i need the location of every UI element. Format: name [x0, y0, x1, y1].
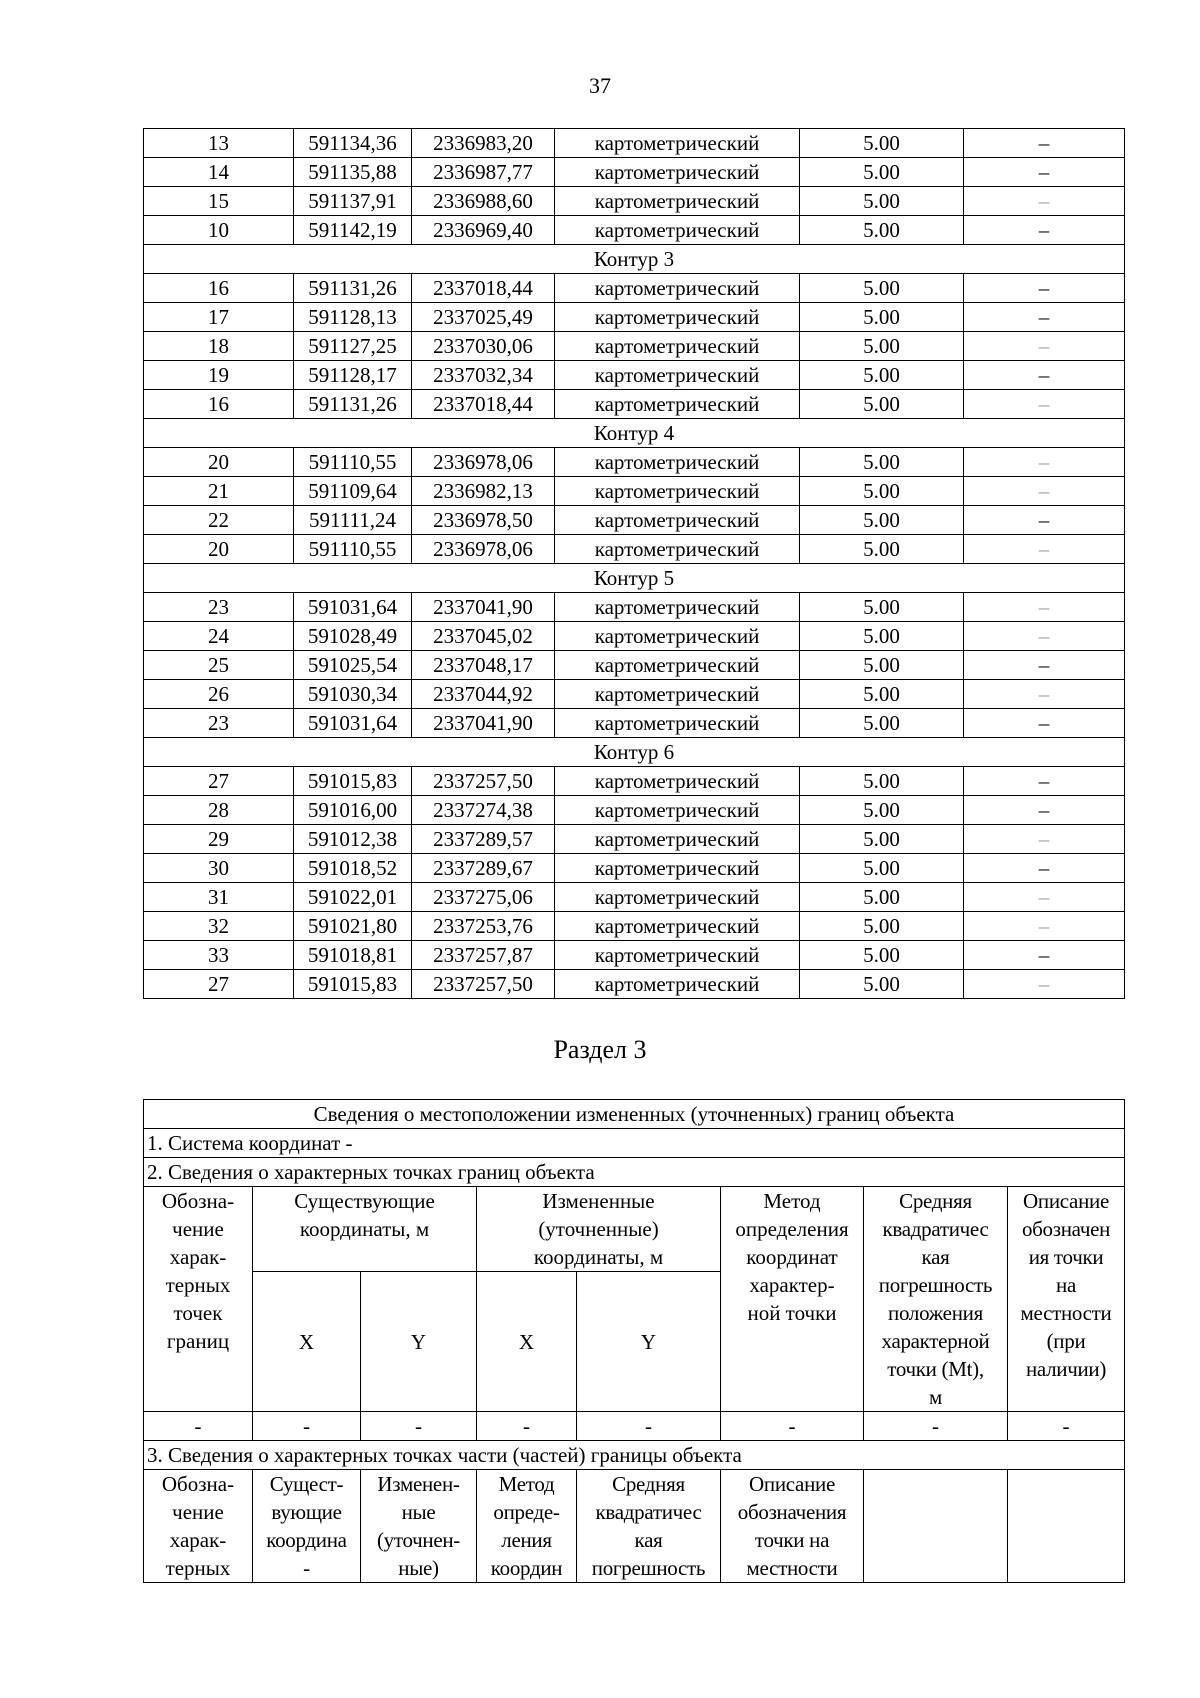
table-row [144, 593, 1125, 622]
x-coordinate-cell: 591110,55 [294, 535, 412, 564]
description-cell: – [964, 680, 1125, 709]
accuracy-cell: 5.00 [800, 854, 964, 883]
contour-row [144, 738, 1125, 767]
header-existing-coords: Существующие координаты, м [253, 1187, 477, 1272]
method-cell: картометрический [555, 941, 800, 970]
accuracy-cell: 5.00 [800, 535, 964, 564]
table-row [144, 129, 1125, 158]
table-row [144, 477, 1125, 506]
table-row [144, 158, 1125, 187]
x-coordinate-cell: 591134,36 [294, 129, 412, 158]
x-coordinate-cell: 591021,80 [294, 912, 412, 941]
accuracy-cell: 5.00 [800, 506, 964, 535]
point-number-cell: 19 [144, 361, 294, 390]
point-number-cell: 28 [144, 796, 294, 825]
header2-designation: Обозна- чение харак- терных [144, 1470, 253, 1583]
method-cell: картометрический [555, 883, 800, 912]
table-row [144, 651, 1125, 680]
point-number-cell: 10 [144, 216, 294, 245]
contour-row [144, 419, 1125, 448]
description-cell: – [964, 883, 1125, 912]
point-number-cell: 16 [144, 274, 294, 303]
empty-cell: - [253, 1412, 361, 1441]
empty-cell: - [361, 1412, 477, 1441]
table-row [144, 825, 1125, 854]
table-row [144, 274, 1125, 303]
x-coordinate-cell: 591128,13 [294, 303, 412, 332]
header-changed-x: X [477, 1272, 577, 1412]
accuracy-cell: 5.00 [800, 825, 964, 854]
method-cell: картометрический [555, 767, 800, 796]
description-cell: – [964, 390, 1125, 419]
empty-cell: - [144, 1412, 253, 1441]
accuracy-cell: 5.00 [800, 216, 964, 245]
description-cell: – [964, 651, 1125, 680]
table-row [144, 332, 1125, 361]
empty-cell: - [864, 1412, 1008, 1441]
description-cell: – [964, 303, 1125, 332]
description-cell: – [964, 912, 1125, 941]
x-coordinate-cell: 591031,64 [294, 593, 412, 622]
coordinate-system-line: 1. Система координат - [144, 1129, 1125, 1158]
x-coordinate-cell: 591131,26 [294, 390, 412, 419]
point-number-cell: 26 [144, 680, 294, 709]
method-cell: картометрический [555, 216, 800, 245]
point-number-cell: 27 [144, 970, 294, 999]
contour-row [144, 564, 1125, 593]
x-coordinate-cell: 591012,38 [294, 825, 412, 854]
method-cell: картометрический [555, 158, 800, 187]
point-number-cell: 24 [144, 622, 294, 651]
y-coordinate-cell: 2337032,34 [412, 361, 555, 390]
header2-method: Метод опреде- ления координ [477, 1470, 577, 1583]
x-coordinate-cell: 591018,81 [294, 941, 412, 970]
point-number-cell: 33 [144, 941, 294, 970]
x-coordinate-cell: 591016,00 [294, 796, 412, 825]
accuracy-cell: 5.00 [800, 129, 964, 158]
table-row [144, 506, 1125, 535]
description-cell: – [964, 767, 1125, 796]
x-coordinate-cell: 591030,34 [294, 680, 412, 709]
method-cell: картометрический [555, 448, 800, 477]
table-row [144, 390, 1125, 419]
table-title: Сведения о местоположении измененных (уточненных) границ объекта [144, 1100, 1125, 1129]
contour-label: Контур 3 [144, 245, 1125, 274]
method-cell: картометрический [555, 709, 800, 738]
description-cell: – [964, 825, 1125, 854]
point-number-cell: 20 [144, 448, 294, 477]
y-coordinate-cell: 2336978,50 [412, 506, 555, 535]
accuracy-cell: 5.00 [800, 883, 964, 912]
y-coordinate-cell: 2336982,13 [412, 477, 555, 506]
description-cell: – [964, 477, 1125, 506]
table-row [144, 680, 1125, 709]
description-cell: – [964, 506, 1125, 535]
contour-label: Контур 6 [144, 738, 1125, 767]
y-coordinate-cell: 2337030,06 [412, 332, 555, 361]
description-cell: – [964, 361, 1125, 390]
header-changed-y: Y [577, 1272, 721, 1412]
method-cell: картометрический [555, 187, 800, 216]
y-coordinate-cell: 2337275,06 [412, 883, 555, 912]
method-cell: картометрический [555, 303, 800, 332]
method-cell: картометрический [555, 912, 800, 941]
method-cell: картометрический [555, 680, 800, 709]
table-row [144, 796, 1125, 825]
point-number-cell: 20 [144, 535, 294, 564]
point-number-cell: 13 [144, 129, 294, 158]
header-changed-coords: Измененные (уточненные) координаты, м [477, 1187, 721, 1272]
header2-empty [1008, 1470, 1125, 1583]
point-number-cell: 14 [144, 158, 294, 187]
accuracy-cell: 5.00 [800, 448, 964, 477]
method-cell: картометрический [555, 970, 800, 999]
x-coordinate-cell: 591109,64 [294, 477, 412, 506]
method-cell: картометрический [555, 129, 800, 158]
x-coordinate-cell: 591137,91 [294, 187, 412, 216]
point-number-cell: 15 [144, 187, 294, 216]
y-coordinate-cell: 2336988,60 [412, 187, 555, 216]
accuracy-cell: 5.00 [800, 767, 964, 796]
header-description: Описание обозначен ия точки на местности (при наличии) [1008, 1187, 1125, 1412]
point-number-cell: 18 [144, 332, 294, 361]
description-cell: – [964, 941, 1125, 970]
table-row [144, 912, 1125, 941]
x-coordinate-cell: 591110,55 [294, 448, 412, 477]
table-row [144, 970, 1125, 999]
y-coordinate-cell: 2337253,76 [412, 912, 555, 941]
method-cell: картометрический [555, 651, 800, 680]
contour-label: Контур 4 [144, 419, 1125, 448]
y-coordinate-cell: 2337289,57 [412, 825, 555, 854]
y-coordinate-cell: 2337018,44 [412, 274, 555, 303]
header-existing-x: X [253, 1272, 361, 1412]
empty-cell: - [477, 1412, 577, 1441]
description-cell: – [964, 158, 1125, 187]
header2-description: Описание обозначения точки на местности [721, 1470, 864, 1583]
y-coordinate-cell: 2337041,90 [412, 593, 555, 622]
header2-accuracy: Средняя квадратичес кая погрешность [577, 1470, 721, 1583]
accuracy-cell: 5.00 [800, 361, 964, 390]
x-coordinate-cell: 591025,54 [294, 651, 412, 680]
description-cell: – [964, 709, 1125, 738]
y-coordinate-cell: 2337044,92 [412, 680, 555, 709]
coordinates-table [143, 128, 1125, 999]
method-cell: картометрический [555, 506, 800, 535]
boundary-info-table [143, 1099, 1125, 1583]
point-number-cell: 16 [144, 390, 294, 419]
accuracy-cell: 5.00 [800, 187, 964, 216]
method-cell: картометрический [555, 477, 800, 506]
point-number-cell: 32 [144, 912, 294, 941]
contour-row [144, 245, 1125, 274]
point-number-cell: 25 [144, 651, 294, 680]
method-cell: картометрический [555, 274, 800, 303]
accuracy-cell: 5.00 [800, 970, 964, 999]
y-coordinate-cell: 2337274,38 [412, 796, 555, 825]
x-coordinate-cell: 591135,88 [294, 158, 412, 187]
x-coordinate-cell: 591142,19 [294, 216, 412, 245]
accuracy-cell: 5.00 [800, 477, 964, 506]
accuracy-cell: 5.00 [800, 390, 964, 419]
x-coordinate-cell: 591031,64 [294, 709, 412, 738]
x-coordinate-cell: 591015,83 [294, 970, 412, 999]
x-coordinate-cell: 591018,52 [294, 854, 412, 883]
y-coordinate-cell: 2336987,77 [412, 158, 555, 187]
y-coordinate-cell: 2336983,20 [412, 129, 555, 158]
y-coordinate-cell: 2337048,17 [412, 651, 555, 680]
boundary-points-heading: 2. Сведения о характерных точках границ объекта [144, 1158, 1125, 1187]
accuracy-cell: 5.00 [800, 680, 964, 709]
x-coordinate-cell: 591128,17 [294, 361, 412, 390]
description-cell: – [964, 796, 1125, 825]
accuracy-cell: 5.00 [800, 912, 964, 941]
contour-label: Контур 5 [144, 564, 1125, 593]
y-coordinate-cell: 2337045,02 [412, 622, 555, 651]
empty-cell: - [721, 1412, 864, 1441]
accuracy-cell: 5.00 [800, 303, 964, 332]
header-existing-y: Y [361, 1272, 477, 1412]
table-row [144, 361, 1125, 390]
point-number-cell: 23 [144, 709, 294, 738]
method-cell: картометрический [555, 825, 800, 854]
accuracy-cell: 5.00 [800, 593, 964, 622]
header-method: Метод определения координат характер- ной точки [721, 1187, 864, 1412]
y-coordinate-cell: 2336969,40 [412, 216, 555, 245]
accuracy-cell: 5.00 [800, 274, 964, 303]
empty-cell: - [1008, 1412, 1125, 1441]
point-number-cell: 31 [144, 883, 294, 912]
method-cell: картометрический [555, 593, 800, 622]
part-points-heading: 3. Сведения о характерных точках части (частей) границы объекта [144, 1441, 1125, 1470]
y-coordinate-cell: 2337025,49 [412, 303, 555, 332]
y-coordinate-cell: 2337257,87 [412, 941, 555, 970]
accuracy-cell: 5.00 [800, 651, 964, 680]
description-cell: – [964, 216, 1125, 245]
description-cell: – [964, 854, 1125, 883]
table-row [144, 854, 1125, 883]
x-coordinate-cell: 591127,25 [294, 332, 412, 361]
x-coordinate-cell: 591131,26 [294, 274, 412, 303]
table-row [144, 709, 1125, 738]
header2-empty [864, 1470, 1008, 1583]
accuracy-cell: 5.00 [800, 796, 964, 825]
section-title: Раздел 3 [553, 1035, 647, 1064]
accuracy-cell: 5.00 [800, 622, 964, 651]
table-row [144, 216, 1125, 245]
table-row [144, 622, 1125, 651]
page-number: 37 [589, 73, 611, 98]
accuracy-cell: 5.00 [800, 332, 964, 361]
point-number-cell: 29 [144, 825, 294, 854]
header2-existing: Сущест- вующие координа - [253, 1470, 361, 1583]
y-coordinate-cell: 2337257,50 [412, 970, 555, 999]
method-cell: картометрический [555, 622, 800, 651]
y-coordinate-cell: 2337289,67 [412, 854, 555, 883]
table-row [144, 883, 1125, 912]
description-cell: – [964, 332, 1125, 361]
table-row [144, 448, 1125, 477]
point-number-cell: 21 [144, 477, 294, 506]
method-cell: картометрический [555, 361, 800, 390]
table-row [144, 941, 1125, 970]
description-cell: – [964, 622, 1125, 651]
header2-changed: Изменен- ные (уточнен- ные) [361, 1470, 477, 1583]
method-cell: картометрический [555, 796, 800, 825]
x-coordinate-cell: 591022,01 [294, 883, 412, 912]
description-cell: – [964, 448, 1125, 477]
point-number-cell: 22 [144, 506, 294, 535]
description-cell: – [964, 274, 1125, 303]
empty-cell: - [577, 1412, 721, 1441]
point-number-cell: 27 [144, 767, 294, 796]
y-coordinate-cell: 2336978,06 [412, 535, 555, 564]
description-cell: – [964, 593, 1125, 622]
method-cell: картометрический [555, 535, 800, 564]
point-number-cell: 30 [144, 854, 294, 883]
y-coordinate-cell: 2336978,06 [412, 448, 555, 477]
description-cell: – [964, 187, 1125, 216]
table-row [144, 535, 1125, 564]
accuracy-cell: 5.00 [800, 709, 964, 738]
accuracy-cell: 5.00 [800, 158, 964, 187]
x-coordinate-cell: 591028,49 [294, 622, 412, 651]
accuracy-cell: 5.00 [800, 941, 964, 970]
table-row [144, 303, 1125, 332]
x-coordinate-cell: 591015,83 [294, 767, 412, 796]
point-number-cell: 23 [144, 593, 294, 622]
method-cell: картометрический [555, 332, 800, 361]
header-designation: Обозна- чение харак- терных точек границ [144, 1187, 253, 1412]
point-number-cell: 17 [144, 303, 294, 332]
table-row [144, 187, 1125, 216]
x-coordinate-cell: 591111,24 [294, 506, 412, 535]
table-row [144, 767, 1125, 796]
y-coordinate-cell: 2337257,50 [412, 767, 555, 796]
method-cell: картометрический [555, 390, 800, 419]
y-coordinate-cell: 2337041,90 [412, 709, 555, 738]
description-cell: – [964, 970, 1125, 999]
description-cell: – [964, 535, 1125, 564]
header-accuracy: Средняя квадратичес кая погрешность положения характерной точки (Mt), м [864, 1187, 1008, 1412]
description-cell: – [964, 129, 1125, 158]
y-coordinate-cell: 2337018,44 [412, 390, 555, 419]
method-cell: картометрический [555, 854, 800, 883]
